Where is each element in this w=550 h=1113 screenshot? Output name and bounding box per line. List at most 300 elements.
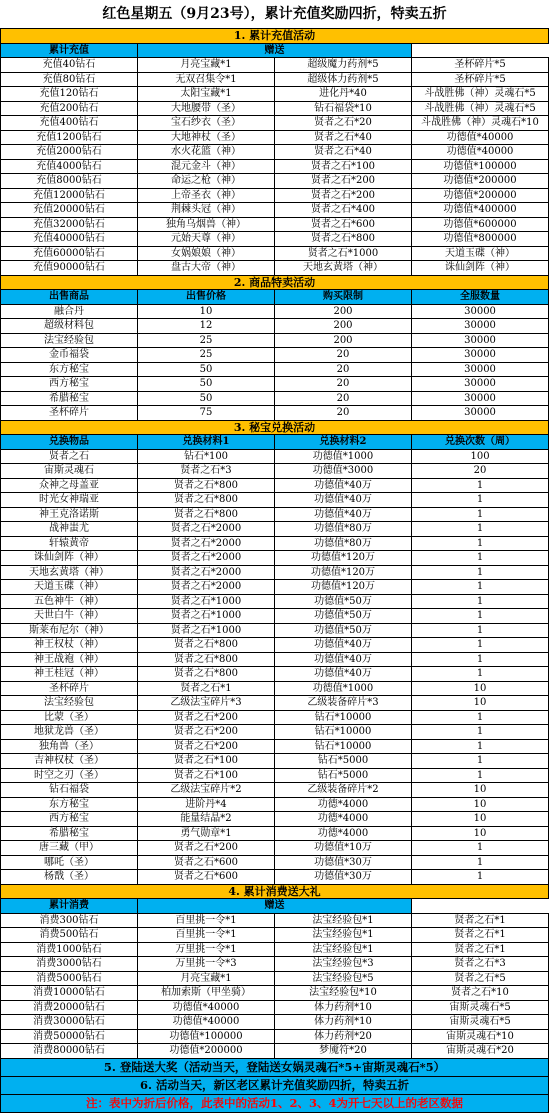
table-row xyxy=(1,87,549,102)
table-cell: 贤者之石*600 xyxy=(138,855,275,870)
table-cell: 元始天尊（神） xyxy=(138,232,275,247)
column-header: 兑换材料2 xyxy=(275,435,412,450)
table-cell: 大地腰带（圣） xyxy=(138,101,275,116)
table-cell: 轩辕黄帝 xyxy=(1,536,138,551)
table-cell: 充值40钻石 xyxy=(1,58,138,73)
table-cell: 消费300钻石 xyxy=(1,913,138,928)
table-cell: 神王战袍（神） xyxy=(1,652,138,667)
table-cell: 宙斯灵魂石*5 xyxy=(412,1000,549,1015)
table-cell: 希腊秘宝 xyxy=(1,391,138,406)
table-cell: 圣杯碎片 xyxy=(1,681,138,696)
table-cell: 消费10000钻石 xyxy=(1,986,138,1001)
table-cell: 贤者之石 xyxy=(1,449,138,464)
column-header-row xyxy=(1,43,549,58)
table-row xyxy=(1,565,549,580)
table-row xyxy=(1,1000,549,1015)
table-cell: 宙斯灵魂石 xyxy=(1,464,138,479)
table-cell: 充值120钻石 xyxy=(1,87,138,102)
table-cell: 斯莱布尼尔（神） xyxy=(1,623,138,638)
table-row xyxy=(1,754,549,769)
table-cell: 功德值*30万 xyxy=(275,855,412,870)
table-row xyxy=(1,72,549,87)
table-row xyxy=(1,971,549,986)
table-cell: 20 xyxy=(275,391,412,406)
table-cell: 功德值*1000 xyxy=(275,681,412,696)
table-cell: 比蒙（圣） xyxy=(1,710,138,725)
table-cell: 贤者之石*800 xyxy=(138,507,275,522)
table-cell: 勇气勋章*1 xyxy=(138,826,275,841)
table-cell: 功德值*120万 xyxy=(275,551,412,566)
table-cell: 杨戬（圣） xyxy=(1,870,138,885)
table-cell: 功德值*100000 xyxy=(412,159,549,174)
table-cell: 金币福袋 xyxy=(1,348,138,363)
table-cell: 贤者之石*40 xyxy=(275,145,412,160)
table-cell: 钻石*5000 xyxy=(275,754,412,769)
table-cell: 10 xyxy=(412,783,549,798)
table-cell: 法宝经验包 xyxy=(1,333,138,348)
table-cell: 希腊秘宝 xyxy=(1,826,138,841)
table-cell: 功德*4000 xyxy=(275,826,412,841)
table-cell: 哪吒（圣） xyxy=(1,855,138,870)
section-heading: 2. 商品特卖活动 xyxy=(1,275,549,290)
table-cell: 东方秘宝 xyxy=(1,362,138,377)
table-cell: 万里挑一令*3 xyxy=(138,957,275,972)
table-row xyxy=(1,681,549,696)
table-row xyxy=(1,594,549,609)
table-cell: 时光女神瑞亚 xyxy=(1,493,138,508)
table-cell: 功德值*50万 xyxy=(275,609,412,624)
table-row xyxy=(1,304,549,319)
table-cell: 1 xyxy=(412,870,549,885)
table-row xyxy=(1,246,549,261)
table-row xyxy=(1,1029,549,1044)
table-cell: 贤者之石*400 xyxy=(275,203,412,218)
discount-banner: 6. 活动当天，新区老区累计充值奖励四折，特卖五折 xyxy=(1,1076,549,1094)
table-cell: 功德值*200000 xyxy=(412,174,549,189)
table-cell: 进阶丹*4 xyxy=(138,797,275,812)
table-cell: 20 xyxy=(412,464,549,479)
table-cell: 宙斯灵魂石*20 xyxy=(412,1044,549,1059)
table-cell: 1 xyxy=(412,623,549,638)
table-cell: 钻石*10000 xyxy=(275,725,412,740)
table-cell: 贤者之石*800 xyxy=(138,667,275,682)
table-cell: 吉神权杖（圣） xyxy=(1,754,138,769)
table-cell: 水火花篮（神） xyxy=(138,145,275,160)
table-cell: 功德*4000 xyxy=(275,812,412,827)
table-cell: 功德值*200000 xyxy=(412,188,549,203)
table-cell: 钻石*10000 xyxy=(275,710,412,725)
table-cell: 功德值*120万 xyxy=(275,565,412,580)
column-header: 累计消费 xyxy=(1,899,138,914)
table-row xyxy=(1,522,549,537)
table-cell: 天地玄黄塔（神） xyxy=(1,565,138,580)
table-row xyxy=(1,159,549,174)
table-row xyxy=(1,391,549,406)
table-row xyxy=(1,783,549,798)
table-cell: 消费1000钻石 xyxy=(1,942,138,957)
table-cell: 月亮宝藏*1 xyxy=(138,971,275,986)
table-row xyxy=(1,580,549,595)
table-cell: 贤者之石*200 xyxy=(275,174,412,189)
section-heading: 1. 累计充值活动 xyxy=(1,29,549,44)
table-cell: 功德值*800000 xyxy=(412,232,549,247)
table-row xyxy=(1,145,549,160)
table-cell: 唐三藏（甲） xyxy=(1,841,138,856)
footnote: 注：表中为折后价格，此表中的活动1、2、3、4为开七天以上的老区数据 xyxy=(1,1094,549,1112)
table-cell: 消费20000钻石 xyxy=(1,1000,138,1015)
table-cell: 功德值*10万 xyxy=(275,841,412,856)
login-bonus-banner: 5. 登陆送大奖（活动当天，登陆送女娲灵魂石*5+宙斯灵魂石*5） xyxy=(1,1058,549,1076)
table-row xyxy=(1,652,549,667)
table-cell: 五色神牛（神） xyxy=(1,594,138,609)
table-row xyxy=(1,667,549,682)
table-cell: 1 xyxy=(412,667,549,682)
table-cell: 30000 xyxy=(412,333,549,348)
table-row xyxy=(1,319,549,334)
table-cell: 诛仙剑阵（神） xyxy=(412,261,549,276)
table-cell: 钻石*5000 xyxy=(275,768,412,783)
table-cell: 贤者之石*800 xyxy=(138,478,275,493)
table-cell: 12 xyxy=(138,319,275,334)
banner-row-5 xyxy=(1,1058,549,1076)
table-cell: 功德值*40万 xyxy=(275,507,412,522)
table-cell: 法宝经验包*10 xyxy=(275,986,412,1001)
table-row xyxy=(1,696,549,711)
table-row xyxy=(1,464,549,479)
column-header: 兑换材料1 xyxy=(138,435,275,450)
table-cell: 诛仙剑阵（神） xyxy=(1,551,138,566)
table-cell: 超级体力药剂*5 xyxy=(275,72,412,87)
column-header: 购买限制 xyxy=(275,290,412,305)
table-cell: 贤者之石*20 xyxy=(275,116,412,131)
table-cell: 贤者之石*10 xyxy=(412,986,549,1001)
table-cell: 太阳宝藏*1 xyxy=(138,87,275,102)
table-cell: 贤者之石*2000 xyxy=(138,551,275,566)
column-header: 赠送 xyxy=(138,899,412,914)
table-row xyxy=(1,406,549,421)
table-row xyxy=(1,348,549,363)
table-cell: 贤者之石*100 xyxy=(275,159,412,174)
table-cell: 体力药剂*10 xyxy=(275,1000,412,1015)
table-cell: 10 xyxy=(412,696,549,711)
table-row xyxy=(1,942,549,957)
table-cell: 贤者之石*3 xyxy=(138,464,275,479)
table-cell: 乙级法宝碎片*3 xyxy=(138,696,275,711)
table-cell: 无双召集令*1 xyxy=(138,72,275,87)
table-cell: 充值200钻石 xyxy=(1,101,138,116)
table-cell: 1 xyxy=(412,580,549,595)
table-cell: 万里挑一令*1 xyxy=(138,942,275,957)
column-header: 出售价格 xyxy=(138,290,275,305)
table-cell: 斗战胜佛（神）灵魂石*5 xyxy=(412,101,549,116)
table-row xyxy=(1,1015,549,1030)
table-row xyxy=(1,493,549,508)
table-cell: 混元金斗（神） xyxy=(138,159,275,174)
table-cell: 10 xyxy=(412,812,549,827)
table-cell: 东方秘宝 xyxy=(1,797,138,812)
table-cell: 命运之枪（神） xyxy=(138,174,275,189)
table-cell: 充值12000钻石 xyxy=(1,188,138,203)
table-cell: 30000 xyxy=(412,362,549,377)
table-cell: 充值8000钻石 xyxy=(1,174,138,189)
table-cell: 月亮宝藏*1 xyxy=(138,58,275,73)
table-cell: 充值60000钻石 xyxy=(1,246,138,261)
table-cell: 1 xyxy=(412,754,549,769)
column-header: 累计充值 xyxy=(1,43,138,58)
table-cell: 神王克洛诺斯 xyxy=(1,507,138,522)
table-row xyxy=(1,870,549,885)
table-row xyxy=(1,725,549,740)
table-cell: 消费50000钻石 xyxy=(1,1029,138,1044)
table-cell: 消费30000钻石 xyxy=(1,1015,138,1030)
table-cell: 消费3000钻石 xyxy=(1,957,138,972)
table-cell: 20 xyxy=(275,406,412,421)
table-cell: 战神蚩尤 xyxy=(1,522,138,537)
table-cell: 钻石*100 xyxy=(138,449,275,464)
column-header-row xyxy=(1,899,549,914)
page-title: 红色星期五（9月23号），累计充值奖励四折，特卖五折 xyxy=(102,5,447,22)
banner-row-6 xyxy=(1,1076,549,1094)
column-header: 兑换物品 xyxy=(1,435,138,450)
table-cell: 时空之刃（圣） xyxy=(1,768,138,783)
table-cell: 30000 xyxy=(412,391,549,406)
table-cell: 宙斯灵魂石*5 xyxy=(412,1015,549,1030)
table-cell: 钻石*10000 xyxy=(275,739,412,754)
table-cell: 百里挑一令*1 xyxy=(138,928,275,943)
table-cell: 1 xyxy=(412,478,549,493)
table-cell: 贤者之石*200 xyxy=(138,710,275,725)
table-cell: 消费500钻石 xyxy=(1,928,138,943)
table-cell: 10 xyxy=(412,826,549,841)
table-cell: 贤者之石*200 xyxy=(138,739,275,754)
table-row xyxy=(1,710,549,725)
table-row xyxy=(1,928,549,943)
table-cell: 1 xyxy=(412,739,549,754)
table-cell: 1 xyxy=(412,493,549,508)
table-cell: 贤者之石*2000 xyxy=(138,522,275,537)
column-header: 全服数量 xyxy=(412,290,549,305)
table-cell: 充值40000钻石 xyxy=(1,232,138,247)
table-cell: 1 xyxy=(412,536,549,551)
table-cell: 贤者之石*800 xyxy=(138,638,275,653)
title-row xyxy=(1,0,549,29)
table-cell: 功德值*50万 xyxy=(275,594,412,609)
table-cell: 功德值*40万 xyxy=(275,493,412,508)
table-cell: 1 xyxy=(412,551,549,566)
table-row xyxy=(1,116,549,131)
column-header: 兑换次数（周） xyxy=(412,435,549,450)
table-cell: 超级魔力药剂*5 xyxy=(275,58,412,73)
table-cell: 神王权杖（神） xyxy=(1,638,138,653)
table-cell: 贤者之石*5 xyxy=(412,971,549,986)
table-row xyxy=(1,826,549,841)
table-cell: 贤者之石*200 xyxy=(138,841,275,856)
table-cell: 圣杯碎片*5 xyxy=(412,72,549,87)
table-cell: 贤者之石*100 xyxy=(138,754,275,769)
table-cell: 1 xyxy=(412,855,549,870)
table-cell: 充值80钻石 xyxy=(1,72,138,87)
table-row xyxy=(1,609,549,624)
table-cell: 功德值*40万 xyxy=(275,638,412,653)
table-row xyxy=(1,536,549,551)
table-cell: 功德值*200000 xyxy=(138,1044,275,1059)
table-cell: 功德值*40000 xyxy=(412,145,549,160)
table-cell: 天道玉碟（神） xyxy=(412,246,549,261)
table-cell: 斗战胜佛（神）灵魂石*5 xyxy=(412,87,549,102)
table-cell: 女娲娘娘（神） xyxy=(138,246,275,261)
table-cell: 功德值*120万 xyxy=(275,580,412,595)
table-cell: 融合丹 xyxy=(1,304,138,319)
table-cell: 贤者之石*1 xyxy=(412,942,549,957)
table-cell: 功德值*600000 xyxy=(412,217,549,232)
table-row xyxy=(1,188,549,203)
table-cell: 钻石福袋 xyxy=(1,783,138,798)
table-row xyxy=(1,261,549,276)
column-header: 出售商品 xyxy=(1,290,138,305)
table-cell: 10 xyxy=(412,681,549,696)
section-heading: 4. 累计消费送大礼 xyxy=(1,884,549,899)
table-cell: 25 xyxy=(138,333,275,348)
table-cell: 贤者之石*1 xyxy=(412,928,549,943)
table-row xyxy=(1,797,549,812)
table-cell: 1 xyxy=(412,565,549,580)
table-cell: 功德值*30万 xyxy=(275,870,412,885)
section-heading-row xyxy=(1,275,549,290)
table-cell: 超级材料包 xyxy=(1,319,138,334)
table-cell: 功德值*40万 xyxy=(275,652,412,667)
table-cell: 宝石纱衣（圣） xyxy=(138,116,275,131)
table-row xyxy=(1,739,549,754)
table-cell: 法宝经验包*1 xyxy=(275,913,412,928)
table-cell: 荆棘头冠（神） xyxy=(138,203,275,218)
table-row xyxy=(1,913,549,928)
table-cell: 100 xyxy=(412,449,549,464)
table-cell: 大地神杖（圣） xyxy=(138,130,275,145)
table-cell: 充值90000钻石 xyxy=(1,261,138,276)
table-cell: 贤者之石*1 xyxy=(138,681,275,696)
table-cell: 贤者之石*40 xyxy=(275,130,412,145)
table-cell: 贤者之石*200 xyxy=(138,725,275,740)
table-cell: 充值20000钻石 xyxy=(1,203,138,218)
table-cell: 1 xyxy=(412,609,549,624)
table-cell: 贤者之石*2000 xyxy=(138,565,275,580)
table-cell: 充值2000钻石 xyxy=(1,145,138,160)
table-cell: 功德*4000 xyxy=(275,797,412,812)
table-cell: 10 xyxy=(138,304,275,319)
table-cell: 梦魇符*20 xyxy=(275,1044,412,1059)
table-cell: 功德值*80万 xyxy=(275,522,412,537)
table-cell: 1 xyxy=(412,725,549,740)
table-cell: 独角兽（圣） xyxy=(1,739,138,754)
table-cell: 钻石福袋*10 xyxy=(275,101,412,116)
table-cell: 天地玄黄塔（神） xyxy=(275,261,412,276)
table-cell: 20 xyxy=(275,377,412,392)
table-cell: 圣杯碎片*5 xyxy=(412,58,549,73)
table-cell: 20 xyxy=(275,348,412,363)
table-cell: 天道玉碟（神） xyxy=(1,580,138,595)
table-cell: 乙级装备碎片*3 xyxy=(275,696,412,711)
table-cell: 功德值*40万 xyxy=(275,667,412,682)
table-row xyxy=(1,478,549,493)
table-cell: 独角乌烟兽（神） xyxy=(138,217,275,232)
table-cell: 30000 xyxy=(412,304,549,319)
table-cell: 30000 xyxy=(412,406,549,421)
table-cell: 贤者之石*600 xyxy=(275,217,412,232)
table-cell: 1 xyxy=(412,768,549,783)
table-cell: 功德值*1000 xyxy=(275,449,412,464)
table-cell: 体力药剂*20 xyxy=(275,1029,412,1044)
table-cell: 宙斯灵魂石*10 xyxy=(412,1029,549,1044)
table-row xyxy=(1,855,549,870)
table-cell: 圣杯碎片 xyxy=(1,406,138,421)
table-row xyxy=(1,362,549,377)
table-cell: 30000 xyxy=(412,377,549,392)
table-cell: 众神之母盖亚 xyxy=(1,478,138,493)
table-cell: 20 xyxy=(275,362,412,377)
table-cell: 法宝经验包*3 xyxy=(275,957,412,972)
table-cell: 贤者之石*2000 xyxy=(138,536,275,551)
table-cell: 功德值*40000 xyxy=(412,130,549,145)
table-cell: 贤者之石*200 xyxy=(275,188,412,203)
table-cell: 贤者之石*1000 xyxy=(138,609,275,624)
column-header-row xyxy=(1,435,549,450)
table-cell: 法宝经验包*1 xyxy=(275,928,412,943)
column-header-row xyxy=(1,290,549,305)
table-cell: 功德值*50万 xyxy=(275,623,412,638)
table-cell: 30000 xyxy=(412,319,549,334)
table-cell: 贤者之石*800 xyxy=(138,652,275,667)
table-cell: 功德值*80万 xyxy=(275,536,412,551)
table-cell: 贤者之石*3 xyxy=(412,957,549,972)
table-cell: 充值4000钻石 xyxy=(1,159,138,174)
table-cell: 1 xyxy=(412,522,549,537)
table-cell: 法宝经验包 xyxy=(1,696,138,711)
table-row xyxy=(1,130,549,145)
table-cell: 贤者之石*800 xyxy=(138,493,275,508)
table-cell: 盘古大帝（神） xyxy=(138,261,275,276)
table-cell: 10 xyxy=(412,797,549,812)
table-row xyxy=(1,841,549,856)
table-row xyxy=(1,623,549,638)
section-heading: 3. 秘宝兑换活动 xyxy=(1,420,549,435)
table-row xyxy=(1,1044,549,1059)
table-row xyxy=(1,449,549,464)
table-cell: 上帝圣衣（神） xyxy=(138,188,275,203)
table-cell: 消费5000钻石 xyxy=(1,971,138,986)
table-row xyxy=(1,174,549,189)
section-heading-row xyxy=(1,884,549,899)
table-cell: 贤者之石*1000 xyxy=(138,623,275,638)
table-cell: 充值400钻石 xyxy=(1,116,138,131)
table-cell: 充值32000钻石 xyxy=(1,217,138,232)
table-cell: 西方秘宝 xyxy=(1,812,138,827)
table-cell: 功德值*40万 xyxy=(275,478,412,493)
column-header: 赠送 xyxy=(138,43,412,58)
table-cell: 贤者之石*2000 xyxy=(138,580,275,595)
note-row xyxy=(1,1094,549,1112)
table-cell: 西方秘宝 xyxy=(1,377,138,392)
table-cell: 功德值*100000 xyxy=(138,1029,275,1044)
table-row xyxy=(1,812,549,827)
table-row xyxy=(1,101,549,116)
table-cell: 1 xyxy=(412,710,549,725)
table-cell: 1 xyxy=(412,638,549,653)
table-row xyxy=(1,333,549,348)
table-cell: 能量结晶*2 xyxy=(138,812,275,827)
table-cell: 50 xyxy=(138,362,275,377)
table-cell: 30000 xyxy=(412,348,549,363)
table-cell: 75 xyxy=(138,406,275,421)
